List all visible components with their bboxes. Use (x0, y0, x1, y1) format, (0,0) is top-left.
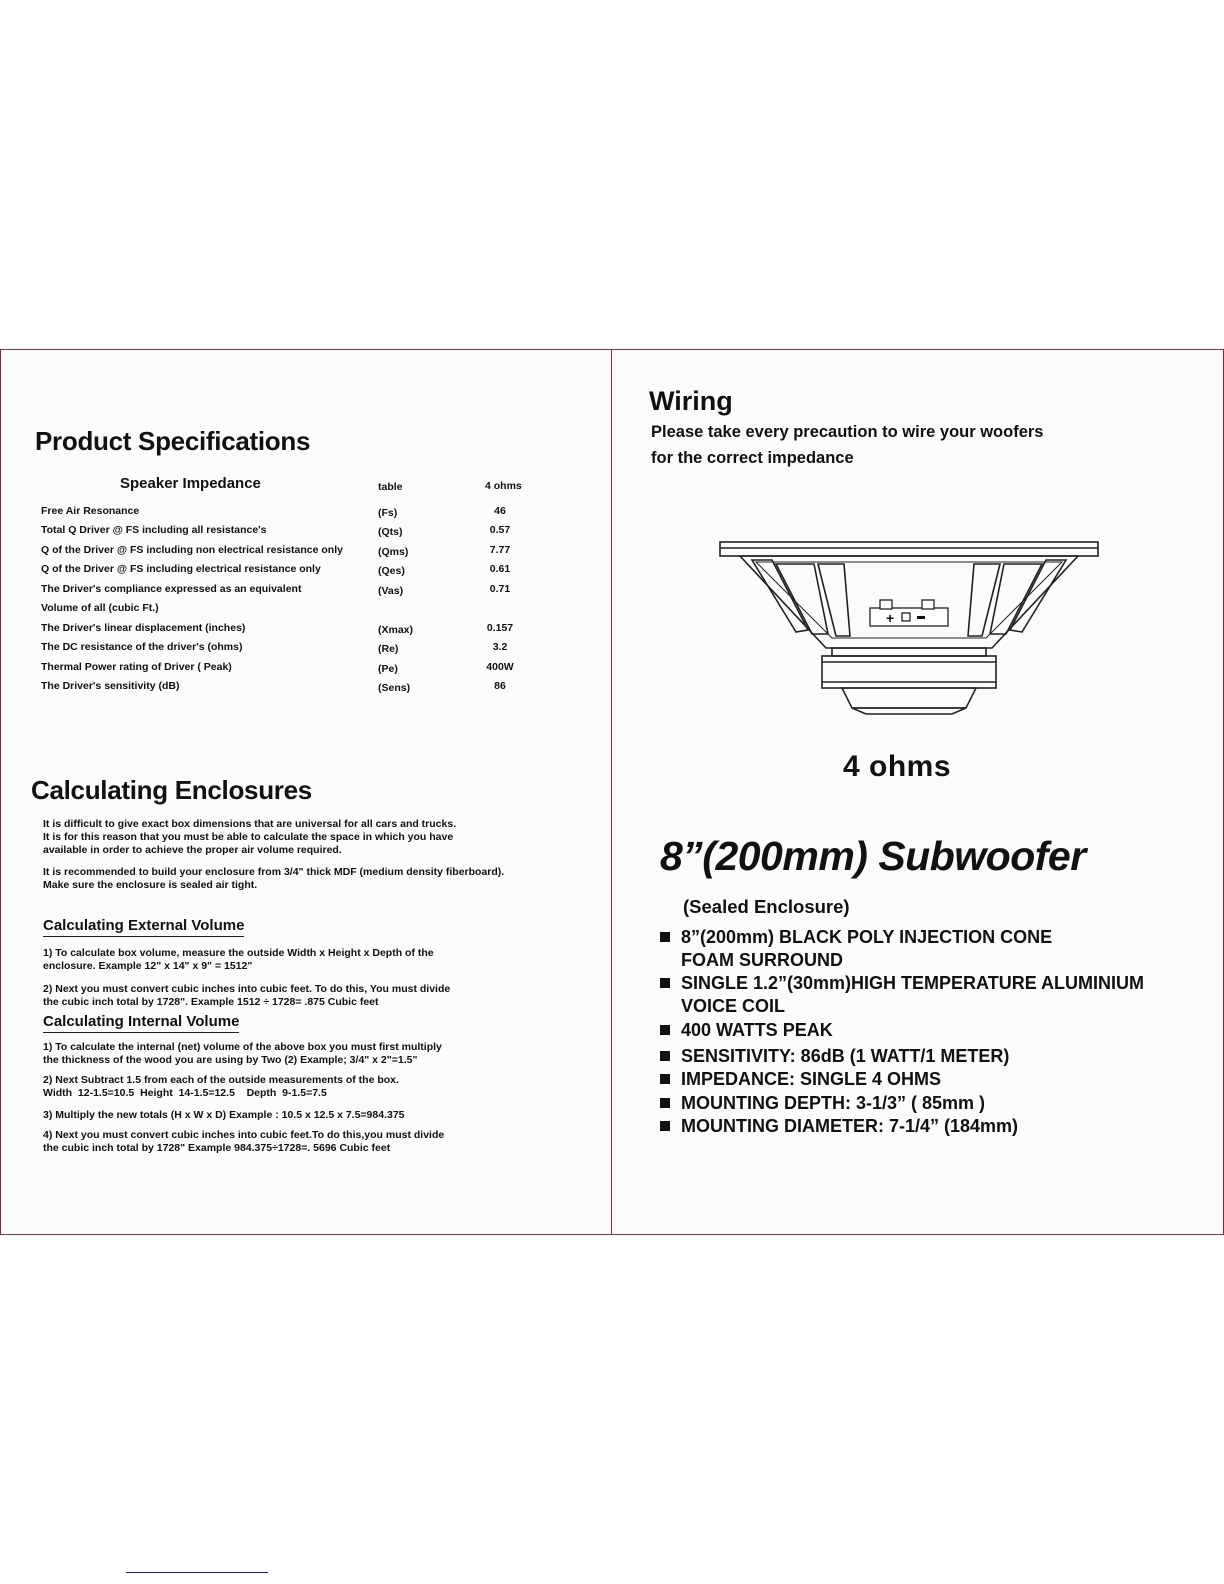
spec-row (41, 544, 531, 560)
spec-symbol: (Pe) (378, 663, 398, 675)
square-bullet-icon (660, 1098, 670, 1108)
feature-item (660, 1019, 1200, 1042)
feature-item (660, 926, 1200, 949)
external-volume-heading: Calculating External Volume (43, 917, 244, 937)
spec-row (41, 680, 531, 696)
spec-row (41, 622, 531, 638)
spec-label: The DC resistance of the driver's (ohms) (41, 641, 243, 653)
feature-text: MOUNTING DEPTH: 3-1/3” ( 85mm ) (681, 1093, 986, 1113)
spec-label: The Driver's compliance expressed as an equivalent (41, 583, 302, 595)
calculating-enclosures-title: Calculating Enclosures (31, 775, 312, 805)
spec-symbol: (Fs) (378, 507, 398, 519)
feature-item (660, 972, 1200, 995)
square-bullet-icon (660, 1074, 670, 1084)
feature-item-continuation (660, 949, 1200, 972)
table-header-val: 4 ohms (485, 480, 522, 492)
feature-text: MOUNTING DIAMETER: 7-1/4” (184mm) (681, 1116, 1019, 1136)
spec-label: Free Air Resonance (41, 505, 140, 517)
spec-value: 400W (486, 661, 514, 673)
square-bullet-icon (660, 1025, 670, 1035)
spec-label: Thermal Power rating of Driver ( Peak) (41, 661, 232, 673)
spec-symbol: (Sens) (378, 682, 411, 694)
svg-text:+: + (886, 610, 895, 626)
feature-text: 400 WATTS PEAK (681, 1020, 833, 1040)
spec-value: 0.157 (486, 622, 514, 634)
subwoofer-side-diagram (716, 538, 1106, 724)
external-step-1: 1) To calculate box volume, measure the outside Width x Height x Depth of the enclosure. Example 12" x 14" x 9" = 1512" (43, 947, 434, 972)
wiring-instruction-line-1: Please take every precaution to wire your woofers (651, 423, 1044, 441)
feature-text: FOAM SURROUND (681, 950, 843, 970)
internal-step-3: 3) Multiply the new totals (H x W x D) Example : 10.5 x 12.5 x 7.5=984.375 (43, 1109, 405, 1121)
spec-label: The Driver's linear displacement (inches) (41, 622, 246, 634)
internal-step-2: 2) Next Subtract 1.5 from each of the outside measurements of the box. (43, 1074, 399, 1086)
product-specifications-title: Product Specifications (35, 426, 311, 456)
impedance-label: 4 ohms (843, 750, 952, 783)
wiring-title: Wiring (649, 386, 733, 416)
spec-value: 0.61 (489, 563, 511, 575)
feature-item-continuation (660, 995, 1200, 1018)
internal-step-4: 4) Next you must convert cubic inches into cubic feet.To do this,you must divide the cubic inch total by 1728" Example 984.375÷1728=. 5696 Cubic feet (43, 1129, 445, 1154)
feature-item (660, 1115, 1200, 1138)
spec-label: Q of the Driver @ FS including non electrical resistance only (41, 544, 343, 556)
enclosure-intro-paragraph: It is difficult to give exact box dimensions that are universal for all cars and trucks. It is for this reason that you must be able to calculate the space in which you have available in order to achieve the proper air volume required. (43, 818, 457, 856)
wiring-instruction-line-2: for the correct impedance (651, 449, 854, 467)
square-bullet-icon (660, 978, 670, 988)
feature-text: SINGLE 1.2”(30mm)HIGH TEMPERATURE ALUMINIUM (681, 973, 1145, 993)
table-header-sym: table (378, 481, 403, 493)
spec-value: 7.77 (489, 544, 511, 556)
internal-step-2-dimensions: Width 12-1.5=10.5 Height 14-1.5=12.5 Depth 9-1.5=7.5 (43, 1087, 327, 1099)
spec-row (41, 583, 531, 599)
spec-symbol: (Re) (378, 643, 399, 655)
sealed-enclosure-label: (Sealed Enclosure) (683, 896, 850, 917)
frame-left-border (0, 349, 1, 1235)
feature-text: VOICE COIL (681, 996, 786, 1016)
spec-row (41, 661, 531, 677)
feature-text: 8”(200mm) BLACK POLY INJECTION CONE (681, 927, 1053, 947)
spec-row (41, 602, 531, 618)
feature-text: IMPEDANCE: SINGLE 4 OHMS (681, 1069, 942, 1089)
spec-value: 86 (494, 680, 506, 692)
enclosure-material-paragraph: It is recommended to build your enclosure from 3/4" thick MDF (medium density fiberboard). Make sure the enclosure is sealed air tight. (43, 866, 505, 891)
spec-row (41, 563, 531, 579)
spec-row (41, 641, 531, 657)
spec-symbol: (Vas) (378, 585, 404, 597)
spec-symbol: (Qms) (378, 546, 409, 558)
spec-label: Total Q Driver @ FS including all resistance's (41, 524, 267, 536)
internal-step-1: 1) To calculate the internal (net) volume of the above box you must first multiply the thickness of the wood you are using by Two (2) Example; 3/4" x 2"=1.5" (43, 1041, 442, 1066)
footer-rule (126, 1572, 268, 1573)
feature-item (660, 1045, 1200, 1068)
spec-table-header (41, 475, 531, 493)
product-title: 8”(200mm) Subwoofer (660, 833, 1086, 879)
square-bullet-icon (660, 1051, 670, 1061)
speaker-impedance-heading: Speaker Impedance (120, 475, 261, 492)
spec-symbol: (Qes) (378, 565, 405, 577)
feature-item (660, 1092, 1200, 1115)
spec-symbol: (Xmax) (378, 624, 414, 636)
spec-symbol: (Qts) (378, 526, 403, 538)
spec-row (41, 524, 531, 540)
external-step-2: 2) Next you must convert cubic inches into cubic feet. To do this, You must divide the cubic inch total by 1728". Example 1512 ÷ 1728= .875 Cubic feet (43, 983, 451, 1008)
spec-label: Volume of all (cubic Ft.) (41, 602, 159, 614)
spec-value: 0.57 (489, 524, 511, 536)
spec-value: 3.2 (492, 641, 508, 653)
feature-text: SENSITIVITY: 86dB (1 WATT/1 METER) (681, 1046, 1010, 1066)
spec-value: 0.71 (489, 583, 511, 595)
internal-volume-heading: Calculating Internal Volume (43, 1013, 239, 1033)
square-bullet-icon (660, 1121, 670, 1131)
feature-item (660, 1068, 1200, 1091)
spec-row (41, 505, 531, 521)
square-bullet-icon (660, 932, 670, 942)
panel-divider (611, 349, 612, 1235)
spec-label: The Driver's sensitivity (dB) (41, 680, 180, 692)
spec-value: 46 (494, 505, 506, 517)
frame-top-border (0, 349, 1224, 350)
frame-bottom-border (0, 1234, 1224, 1235)
spec-label: Q of the Driver @ FS including electrical resistance only (41, 563, 321, 575)
